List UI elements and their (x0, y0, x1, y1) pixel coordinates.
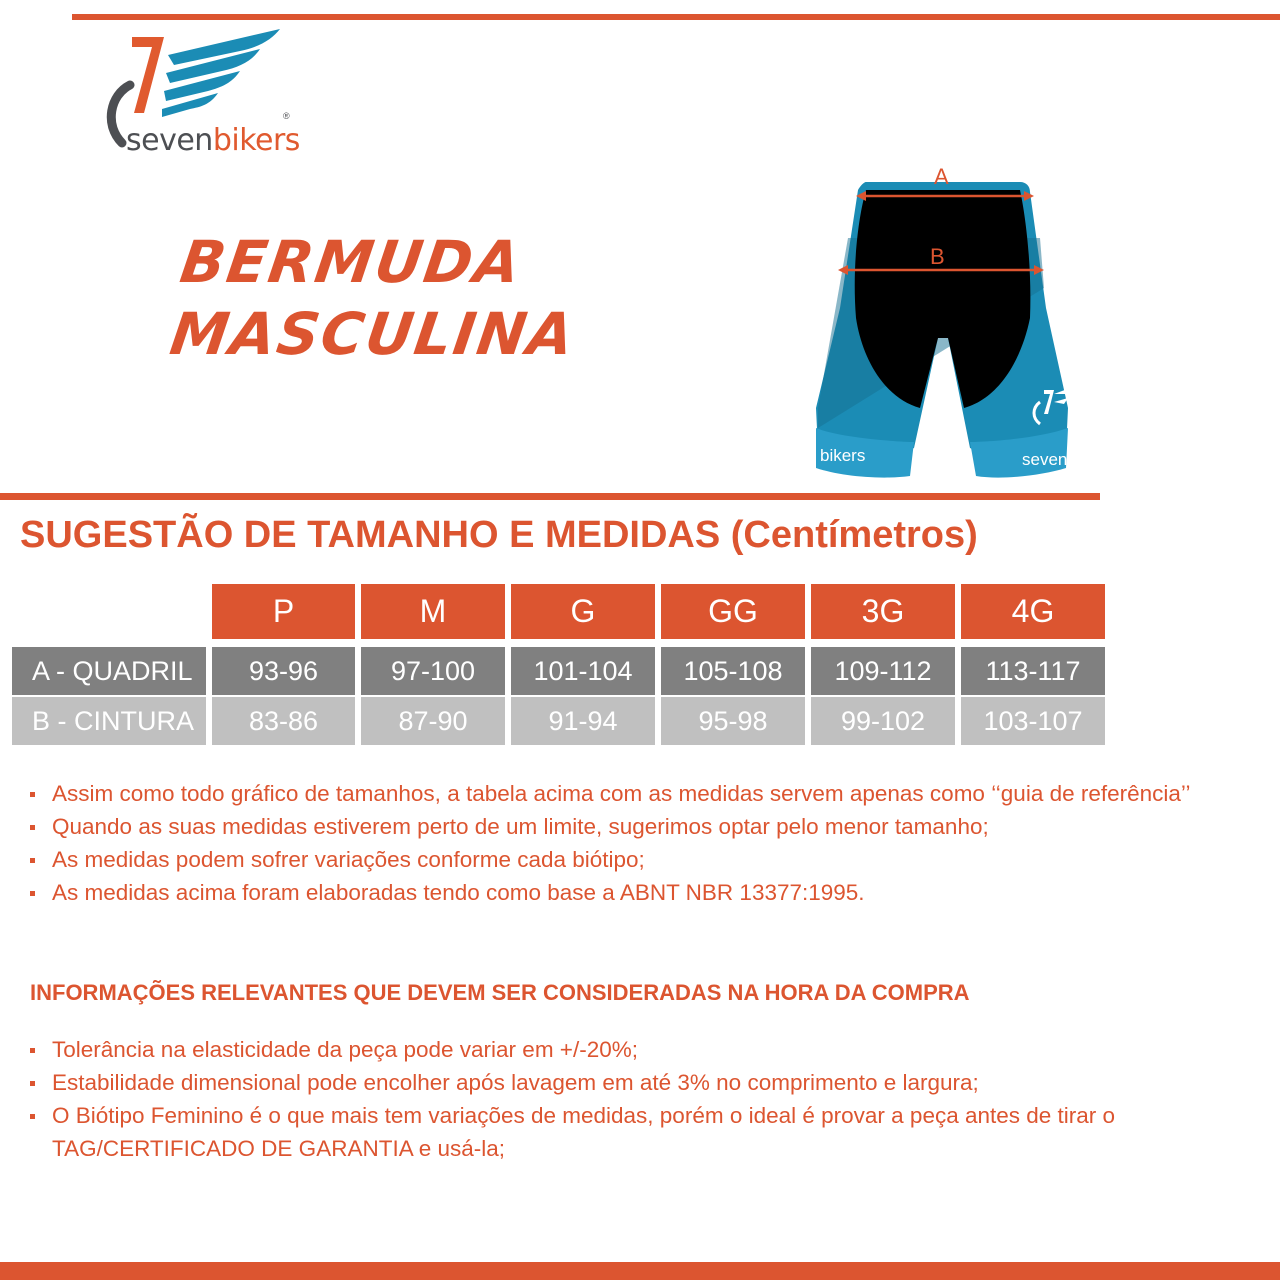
table-cell: 113-117 (961, 647, 1105, 695)
row-label-cintura: B - CINTURA (12, 697, 206, 745)
list-item: O Biótipo Feminino é o que mais tem variações de medidas, porém o ideal é provar a peça antes de tirar o TAG/CERTIFICADO DE GARANTIA e usá-la; (30, 1099, 1232, 1165)
table-cell: 109-112 (811, 647, 955, 695)
table-cell: 91-94 (511, 697, 655, 745)
size-section-heading: SUGESTÃO DE TAMANHO E MEDIDAS (Centímetros) (20, 514, 978, 556)
list-item: Assim como todo gráfico de tamanhos, a tabela acima com as medidas servem apenas como ‘‘guia de referência’’ (30, 777, 1232, 810)
top-accent-bar (72, 14, 1280, 20)
registered-mark: ® (283, 111, 290, 121)
measure-label-a: A (934, 164, 949, 189)
shorts-diagram (800, 158, 1090, 488)
list-item: Tolerância na elasticidade da peça pode variar em +/-20%; (30, 1033, 1232, 1066)
product-title (166, 226, 590, 370)
shorts-illustration (800, 158, 1090, 488)
size-header-3g: 3G (811, 584, 955, 639)
table-cell: 93-96 (212, 647, 355, 695)
size-header-4g: 4G (961, 584, 1105, 639)
size-header-g: G (511, 584, 655, 639)
size-notes-list (30, 777, 1232, 909)
divider-bar (0, 493, 1100, 500)
table-cell: 105-108 (661, 647, 805, 695)
table-cell: 87-90 (361, 697, 505, 745)
shorts-print-left: bikers (820, 446, 866, 465)
size-header-gg: GG (661, 584, 805, 639)
size-header-m: M (361, 584, 505, 639)
measure-label-b: B (930, 244, 945, 269)
product-title-line2: MASCULINA (166, 300, 580, 368)
brand-logo (100, 25, 320, 165)
list-item: Quando as suas medidas estiverem perto de um limite, sugerimos optar pelo menor tamanho; (30, 810, 1232, 843)
bottom-accent-bar (0, 1262, 1280, 1280)
brand-name: sevenbikers (126, 123, 300, 158)
table-cell: 83-86 (212, 697, 355, 745)
list-item: As medidas acima foram elaboradas tendo como base a ABNT NBR 13377:1995. (30, 876, 1232, 909)
list-item: Estabilidade dimensional pode encolher após lavagem em até 3% no comprimento e largura; (30, 1066, 1232, 1099)
list-item: As medidas podem sofrer variações conforme cada biótipo; (30, 843, 1232, 876)
row-label-quadril: A - QUADRIL (12, 647, 206, 695)
table-cell: 99-102 (811, 697, 955, 745)
info-heading: INFORMAÇÕES RELEVANTES QUE DEVEM SER CONSIDERADAS NA HORA DA COMPRA (30, 980, 970, 1005)
shorts-print-right: seven (1022, 450, 1068, 469)
table-cell: 101-104 (511, 647, 655, 695)
table-cell: 95-98 (661, 697, 805, 745)
table-cell: 103-107 (961, 697, 1105, 745)
product-title-line1: BERMUDA (176, 228, 527, 296)
size-header-p: P (212, 584, 355, 639)
info-list (30, 1033, 1232, 1165)
table-cell: 97-100 (361, 647, 505, 695)
